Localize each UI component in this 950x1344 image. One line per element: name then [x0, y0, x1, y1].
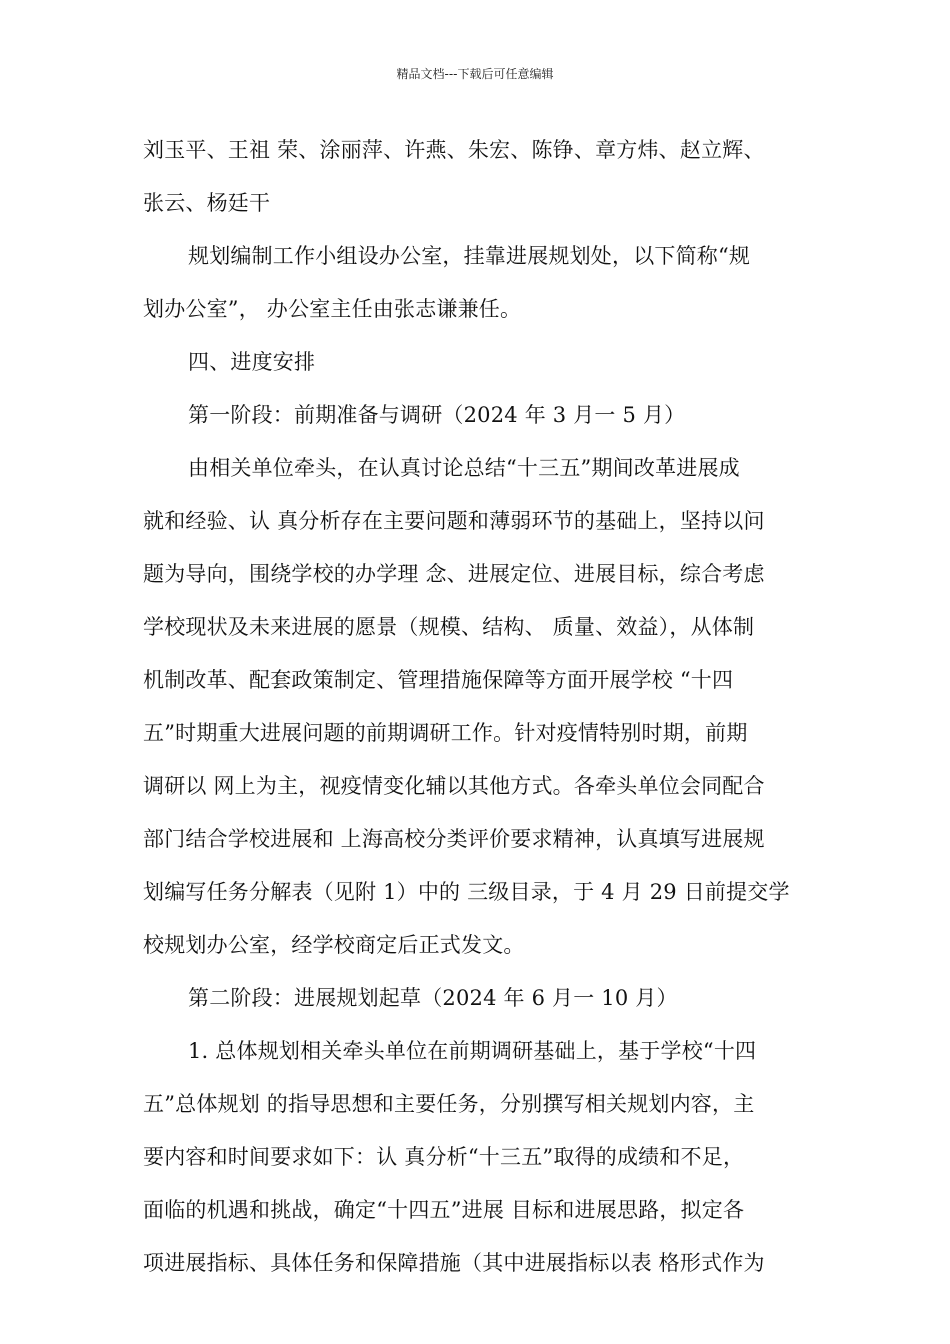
text-line: 规划编制工作小组设办公室，挂靠进展规划处，以下简称“规 — [188, 244, 751, 268]
text-line: 要内容和时间要求如下：认 真分析“十三五”取得的成绩和不足， — [143, 1145, 745, 1169]
page-header: 精品文档---下载后可任意编辑 — [396, 67, 554, 81]
text-line: 划编写任务分解表（见附 1）中的 三级目录，于 4 月 29 日前提交学 — [143, 880, 790, 904]
text-line: 五”时期重大进展问题的前期调研工作。针对疫情特别时期，前期 — [143, 721, 748, 745]
text-line: 机制改革、配套政策制定、管理措施保障等方面开展学校 “十四 — [143, 668, 734, 692]
text-line: 1. 总体规划相关牵头单位在前期调研基础上，基于学校“十四 — [188, 1039, 757, 1063]
text-line: 张云、杨廷干 — [143, 191, 271, 215]
text-line: 刘玉平、王祖 荣、涂丽萍、许燕、朱宏、陈铮、章方炜、赵立辉、 — [143, 138, 765, 162]
text-line: 部门结合学校进展和 上海高校分类评价要求精神，认真填写进展规 — [143, 827, 765, 851]
section-heading: 四、进度安排 — [188, 350, 316, 374]
stage-heading: 第一阶段：前期准备与调研（2024 年 3 月一 5 月） — [188, 403, 686, 427]
text-line: 学校现状及未来进展的愿景（规模、结构、 质量、效益），从体制 — [143, 615, 755, 639]
text-line: 题为导向，围绕学校的办学理 念、进展定位、进展目标，综合考虑 — [143, 562, 765, 586]
text-line: 五”总体规划 的指导思想和主要任务，分别撰写相关规划内容，主 — [143, 1092, 755, 1116]
document-body — [143, 124, 807, 1290]
stage-heading: 第二阶段：进展规划起草（2024 年 6 月一 10 月） — [188, 986, 678, 1010]
text-line: 面临的机遇和挑战，确定“十四五”进展 目标和进展思路，拟定各 — [143, 1198, 745, 1222]
text-line: 调研以 网上为主，视疫情变化辅以其他方式。各牵头单位会同配合 — [143, 774, 765, 798]
text-line: 项进展指标、具体任务和保障措施（其中进展指标以表 格形式作为 — [143, 1251, 765, 1275]
text-line: 划办公室”， 办公室主任由张志谦兼任。 — [143, 297, 522, 321]
text-line: 由相关单位牵头，在认真讨论总结“十三五”期间改革进展成 — [188, 456, 740, 480]
text-line: 校规划办公室，经学校商定后正式发文。 — [143, 933, 525, 957]
text-line: 就和经验、认 真分析存在主要问题和薄弱环节的基础上，坚持以问 — [143, 509, 765, 533]
